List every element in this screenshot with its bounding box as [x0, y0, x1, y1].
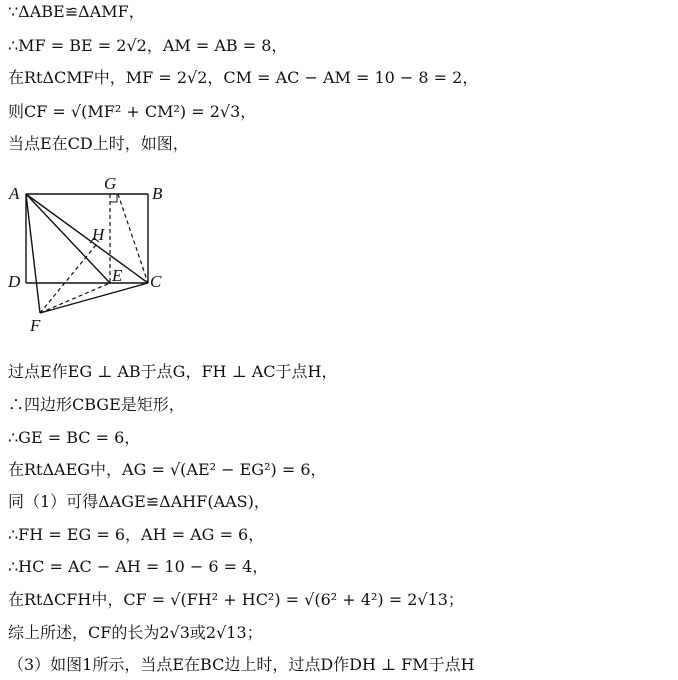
segment-af — [26, 194, 40, 313]
text-line-4: 则CF = √(MF² + CM²) = 2√3， — [8, 102, 257, 121]
label-a: A — [9, 184, 20, 203]
text-line-5: 当点E在CD上时，如图， — [8, 134, 189, 153]
right-angle-g — [110, 194, 117, 202]
text-line-7: ∴四边形CBGE是矩形， — [8, 395, 185, 414]
segment-ef — [40, 283, 110, 313]
text-line-6: 过点E作EG ⊥ AB于点G，FH ⊥ AC于点H， — [8, 362, 338, 381]
text-line-15: （3）如图1所示，当点E在BC边上时，过点D作DH ⊥ FM于点H — [8, 655, 475, 674]
text-line-11: ∴FH = EG = 6，AH = AG = 6， — [8, 525, 265, 544]
text-line-13: 在RtΔCFH中，CF = √(FH² + HC²) = √(6² + 4²) = 2√13； — [8, 590, 464, 609]
label-d: D — [8, 272, 21, 291]
segment-cg — [118, 194, 148, 283]
text-line-14: 综上所述，CF的长为2√3或2√13； — [8, 623, 263, 642]
text-line-1: ∵ΔABE≌ΔAMF， — [8, 2, 145, 21]
segment-fc — [40, 283, 148, 313]
label-b: B — [152, 184, 163, 203]
label-e: E — [112, 266, 123, 285]
segment-fh — [40, 245, 96, 313]
label-c: C — [150, 272, 162, 291]
text-line-12: ∴HC = AC − AH = 10 − 6 = 4， — [8, 557, 269, 576]
geometry-diagram — [0, 165, 200, 345]
geometry-figure — [0, 165, 200, 345]
label-g: G — [104, 174, 117, 193]
segment-ac — [26, 194, 148, 283]
label-f: F — [30, 316, 41, 335]
text-line-2: ∴MF = BE = 2√2，AM = AB = 8， — [8, 36, 288, 55]
text-line-9: 在RtΔAEG中，AG = √(AE² − EG²) = 6， — [8, 460, 327, 479]
label-h: H — [92, 225, 105, 244]
text-line-8: ∴GE = BC = 6， — [8, 428, 141, 447]
text-line-3: 在RtΔCMF中，MF = 2√2，CM = AC − AM = 10 − 8 = 2， — [8, 68, 479, 87]
text-line-10: 同（1）可得ΔAGE≌ΔAHF(AAS)， — [8, 492, 270, 511]
